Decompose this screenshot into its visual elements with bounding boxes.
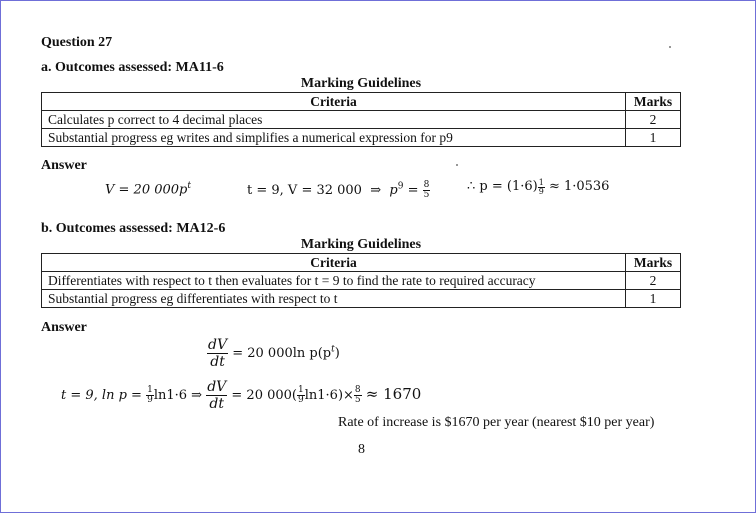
part-a-answer-label: Answer bbox=[41, 158, 87, 173]
part-b-answer-label: Answer bbox=[41, 320, 87, 335]
part-b-outcomes: b. Outcomes assessed: MA12-6 bbox=[41, 221, 226, 236]
criteria-header: Criteria bbox=[42, 254, 626, 272]
derivative-fraction bbox=[207, 337, 228, 370]
eq-result: ≈ 1670 bbox=[365, 385, 422, 403]
derivative-fraction bbox=[206, 379, 227, 412]
stray-mark bbox=[456, 164, 458, 166]
fraction-denominator: dt bbox=[210, 354, 225, 370]
equals-symbol: = bbox=[407, 183, 419, 198]
fraction-exponent bbox=[538, 179, 545, 196]
marks-cell: 2 bbox=[626, 111, 681, 129]
marks-cell: 2 bbox=[626, 272, 681, 290]
fraction-numerator: 1 bbox=[298, 385, 304, 395]
part-b-guidelines-title: Marking Guidelines bbox=[300, 237, 422, 252]
fraction-numerator: dV bbox=[208, 337, 228, 353]
eq-text: ≈ 1·0536 bbox=[548, 179, 610, 194]
eq-exponent: t bbox=[187, 181, 191, 191]
criteria-cell bbox=[42, 129, 626, 147]
marks-cell: 1 bbox=[626, 290, 681, 308]
fraction-denominator: 5 bbox=[423, 190, 430, 200]
table-row bbox=[42, 129, 681, 147]
criteria-text: Calculates p correct to 4 decimal places bbox=[48, 111, 263, 127]
table-header-row bbox=[42, 254, 681, 272]
eq-text: t = 9, V = 32 000 bbox=[247, 183, 362, 198]
stray-mark bbox=[669, 46, 671, 48]
criteria-text: Differentiates with respect to t then evaluates for t = 9 to find the rate to required accuracy bbox=[48, 272, 536, 288]
answer-b-equation-2 bbox=[61, 379, 421, 412]
criteria-header: Criteria bbox=[42, 93, 626, 111]
table-row bbox=[42, 111, 681, 129]
fraction-numerator: 8 bbox=[354, 385, 361, 395]
criteria-cell bbox=[42, 290, 626, 308]
question-title: Question 27 bbox=[41, 35, 113, 50]
eq-text: ∴ p = (1·6) bbox=[467, 179, 538, 194]
fraction-numerator: 1 bbox=[538, 178, 544, 187]
fraction-denominator: 9 bbox=[147, 395, 153, 405]
eq-text: = 20 000ln p(p bbox=[232, 346, 332, 361]
criteria-text: Substantial progress eg differentiates with respect to t bbox=[48, 290, 338, 306]
eq-text: ) bbox=[334, 346, 340, 361]
fraction-numerator: 8 bbox=[423, 180, 430, 190]
part-a-outcomes: a. Outcomes assessed: MA11-6 bbox=[41, 60, 224, 75]
eq-text: = 20 000( bbox=[231, 388, 297, 403]
fraction-denominator: dt bbox=[209, 396, 225, 412]
eq-exponent: 9 bbox=[397, 181, 404, 192]
eq-text: ln1·6)× bbox=[304, 388, 354, 403]
answer-a-equation-1 bbox=[105, 181, 191, 197]
part-b-marking-table bbox=[41, 253, 681, 308]
eq-text: p bbox=[389, 183, 398, 198]
answer-a-equation-3 bbox=[467, 179, 609, 196]
table-row bbox=[42, 290, 681, 308]
eq-text: V = 20 000p bbox=[105, 182, 188, 198]
fraction-numerator: 1 bbox=[147, 385, 153, 395]
eq-text: ln1·6 ⇒ bbox=[153, 388, 203, 403]
fraction-numerator: dV bbox=[207, 379, 227, 395]
fraction-denominator: 9 bbox=[538, 187, 544, 196]
criteria-text: Substantial progress eg writes and simplifies a numerical expression for p9 bbox=[48, 129, 453, 145]
answer-b-statement: Rate of increase is $1670 per year (nearest $10 per year) bbox=[338, 415, 655, 430]
fraction-denominator: 9 bbox=[298, 395, 304, 405]
criteria-cell bbox=[42, 272, 626, 290]
marks-header: Marks bbox=[626, 254, 681, 272]
fraction-denominator: 5 bbox=[354, 395, 361, 405]
eq-text: t = 9, ln p = bbox=[61, 388, 142, 403]
part-a-guidelines-title: Marking Guidelines bbox=[300, 76, 422, 91]
fraction bbox=[423, 181, 431, 200]
table-row bbox=[42, 272, 681, 290]
eq-exponent: t bbox=[331, 344, 335, 355]
part-a-marking-table bbox=[41, 92, 681, 147]
answer-a-equation-2 bbox=[247, 181, 430, 200]
answer-b-equation-1 bbox=[207, 337, 340, 370]
page-number: 8 bbox=[358, 442, 365, 457]
fraction bbox=[354, 386, 362, 405]
implies-symbol: ⇒ bbox=[366, 183, 386, 198]
fraction bbox=[297, 386, 305, 405]
marks-header: Marks bbox=[626, 93, 681, 111]
table-header-row bbox=[42, 93, 681, 111]
fraction bbox=[146, 386, 154, 405]
marks-cell: 1 bbox=[626, 129, 681, 147]
criteria-cell bbox=[42, 111, 626, 129]
